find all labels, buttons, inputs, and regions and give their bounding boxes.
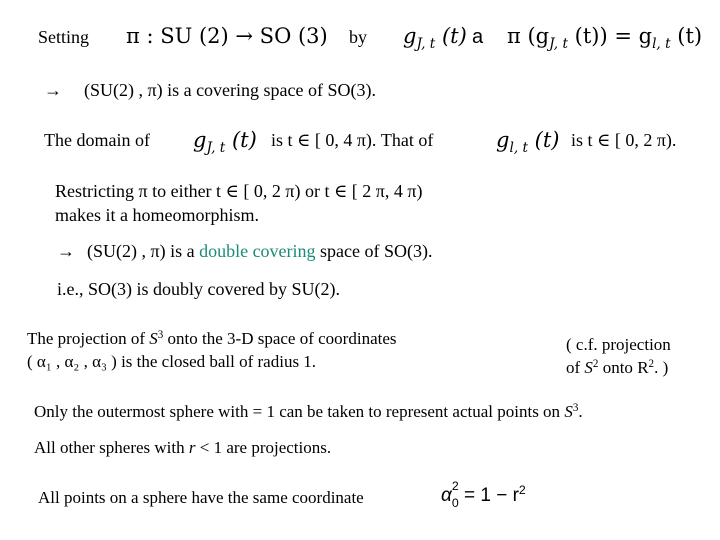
cf-line-2-pre: of [566,358,585,378]
cf-line-2-post: . ) [654,358,669,378]
homeomorphism-statement: makes it a homeomorphism. [55,205,259,225]
g-l-t-formula [496,128,560,156]
cf-line-2 [566,358,668,378]
g-l-argument: (t) [677,24,703,48]
same-coordinate-statement: All points on a sphere have the same coordinate [38,488,364,507]
g-l-subscript: l, t [652,35,671,52]
r-symbol: r [188,438,196,457]
mapsto-symbol: a [472,26,484,48]
outermost-statement [34,402,583,422]
g-j-t-formula [403,24,467,52]
pi-g-argument: (t)) = g [574,24,653,48]
g1-symbol: g [193,128,207,152]
g-subscript: J, t [416,35,436,52]
restricting-statement: Restricting π to either t ∈ [ 0, 2 π) or t ∈ [ 2 π, 4 π) [55,181,423,201]
outermost-post: . [578,402,583,422]
domain-statement-1: is t ∈ [ 0, 4 π). That of [271,130,434,150]
g1-argument: (t) [231,128,257,152]
other-spheres-post: < 1 are projections. [195,438,332,457]
domain-label: The domain of [44,130,150,150]
outermost-s-symbol: S [564,402,573,422]
alpha-symbol: α [441,484,452,506]
g2-subscript: l, t [509,139,528,156]
outermost-pre: Only the outermost sphere with = 1 can be taken to represent actual points on [34,402,565,422]
g-symbol: g [403,24,417,48]
alpha-zero-formula [441,478,526,511]
g1-subscript: J, t [206,139,226,156]
projection-line-1-post: onto the 3-D space of coordinates [163,329,397,349]
projection-line-2: ( α₁ , α₂ , α₃ ) is the closed ball of radius 1. [27,352,317,371]
doubly-covered-statement: i.e., SO(3) is doubly covered by SU(2). [57,279,340,299]
pi-g-subscript: J, t [549,35,568,52]
map-formula: π : SU (2) → SO (3) [126,24,328,48]
other-spheres-statement [34,438,331,458]
formula-rest: = 1 − r [458,484,519,506]
cf-line-1: ( c.f. projection [566,335,671,354]
double-covering-highlight: double covering [199,241,316,261]
cf-onto: onto [598,358,638,378]
outermost-s-superscript: 3 [572,402,579,414]
g-argument: (t) [441,24,467,48]
pi-of-g-formula [507,24,702,52]
alpha-subscript: 0 [451,496,459,511]
r-superscript: 2 [518,483,526,497]
alpha-superscript: 2 [451,478,459,493]
setting-label: Setting [38,27,90,47]
double-covering-statement [87,241,433,262]
projection-line-1-pre: The projection of [27,329,150,349]
cf-s-symbol: S [584,358,593,378]
projection-s-superscript: 3 [157,329,164,341]
double-covering-post: space of SO(3). [320,241,433,261]
g-j-t-formula-2 [193,128,257,156]
pi-g-symbol: π (g [507,24,550,48]
domain-statement-2: is t ∈ [ 0, 2 π). [571,130,677,150]
g2-argument: (t) [534,128,560,152]
projection-line-1 [27,329,397,349]
by-label: by [349,27,367,47]
cf-r-superscript: 2 [648,358,655,370]
double-covering-pre: (SU(2) , π) is a [87,241,195,261]
covering-space-statement: (SU(2) , π) is a covering space of SO(3). [84,80,377,100]
other-spheres-pre: All other spheres with [34,438,189,457]
arrow-symbol: → [44,80,62,100]
cf-s-superscript: 2 [592,358,599,370]
projection-s-symbol: S [149,329,158,349]
cf-r-symbol: R [637,358,649,378]
g2-symbol: g [496,128,510,152]
arrow-symbol-2: → [57,241,75,261]
